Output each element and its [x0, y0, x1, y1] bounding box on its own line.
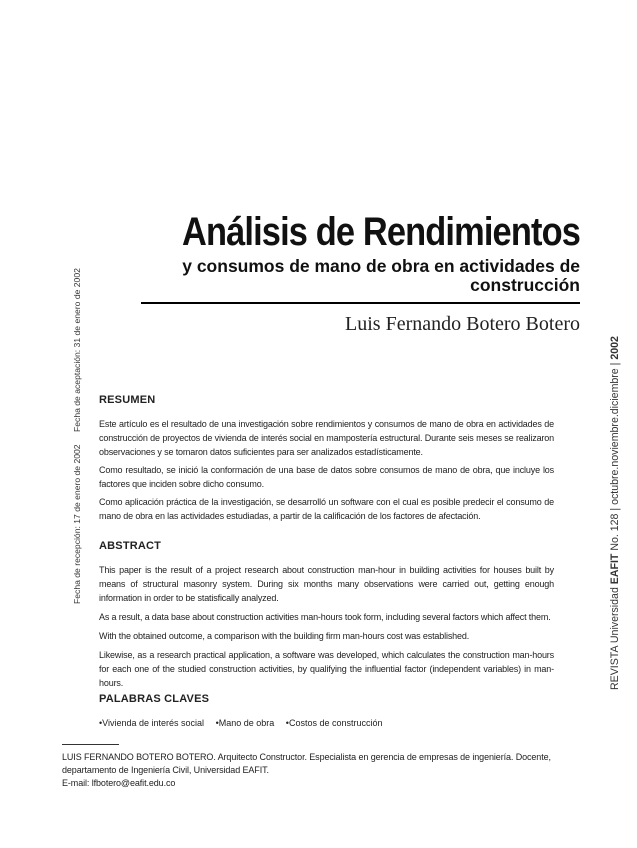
journal-name: EAFIT [609, 553, 621, 585]
journal-prefix: REVISTA Universidad [609, 584, 621, 690]
article-subtitle-line2: construcción [470, 275, 580, 295]
journal-reference [609, 336, 621, 690]
article-subtitle [0, 257, 580, 295]
footnote-rule [62, 744, 119, 745]
journal-year: 2002 [609, 336, 621, 360]
resumen-heading: RESUMEN [99, 394, 156, 406]
title-rule [141, 302, 580, 304]
author-name: Luis Fernando Botero Botero [345, 313, 580, 335]
abstract-paragraph: As a result, a data base about construction activities man-hours took form, including several factors which affect them. [99, 612, 551, 622]
resumen-paragraph: Como resultado, se inició la conformación de una base de datos sobre consumos de mano de obra, que incluye los factores que inciden sobre dicho consumo. [99, 465, 554, 490]
keyword-item: • Costos de construcción [286, 718, 383, 728]
abstract-paragraph: This paper is the result of a project research about construction man-hour in building activities for houses built by means of structural masonry system. During six months many observations were carried out, getting enough information in order to be statisfically analyzed. [99, 565, 554, 604]
keywords-heading: PALABRAS CLAVES [99, 693, 210, 705]
journal-issue: No. 128 | octubre.noviembre.diciembre | [609, 359, 621, 554]
article-title: Análisis de Rendimientos [182, 210, 580, 254]
article-subtitle-line1: y consumos de mano de obra en actividades de [182, 256, 580, 276]
resumen-paragraph: Como aplicación práctica de la investigación, se desarrolló un software con el cual es posible predecir el consumo de mano de obra en las actividades estudiadas, a partir de la calificación de los factores de afectación. [99, 497, 554, 522]
author-footnote [62, 751, 582, 790]
keyword-item: • Vivienda de interés social [99, 718, 204, 728]
abstract-paragraph: Likewise, as a research practical application, a software was developed, which calculates the construction man-hours for each one of the studied construction activities, by qualifying the influential factor (independent variables) in man-hours. [99, 650, 554, 689]
accepted-date: Fecha de aceptación: 31 de enero de 2002 [72, 268, 82, 432]
keywords-list [99, 718, 392, 728]
abstract-paragraph: With the obtained outcome, a comparison with the building firm man-hours cost was established. [99, 631, 470, 641]
resumen-paragraph: Este artículo es el resultado de una investigación sobre rendimientos y consumos de mano de obra en actividades de construcción de proyectos de vivienda de interés social en mampostería estructural. Durante seis meses se realizaron observaciones y se tomaron datos suficientes para ser analizados estadísticamente. [99, 419, 554, 458]
footnote-bio: LUIS FERNANDO BOTERO BOTERO. Arquitecto Constructor. Especialista en gerencia de empresas de ingeniería. Docente, departamento de Ingeniería Civil, Universidad EAFIT. [62, 752, 551, 775]
footnote-email: E-mail: lfbotero@eafit.edu.co [62, 778, 176, 788]
received-date: Fecha de recepción: 17 de enero de 2002 [72, 444, 82, 604]
abstract-heading: ABSTRACT [99, 540, 162, 552]
keyword-item: • Mano de obra [216, 718, 275, 728]
